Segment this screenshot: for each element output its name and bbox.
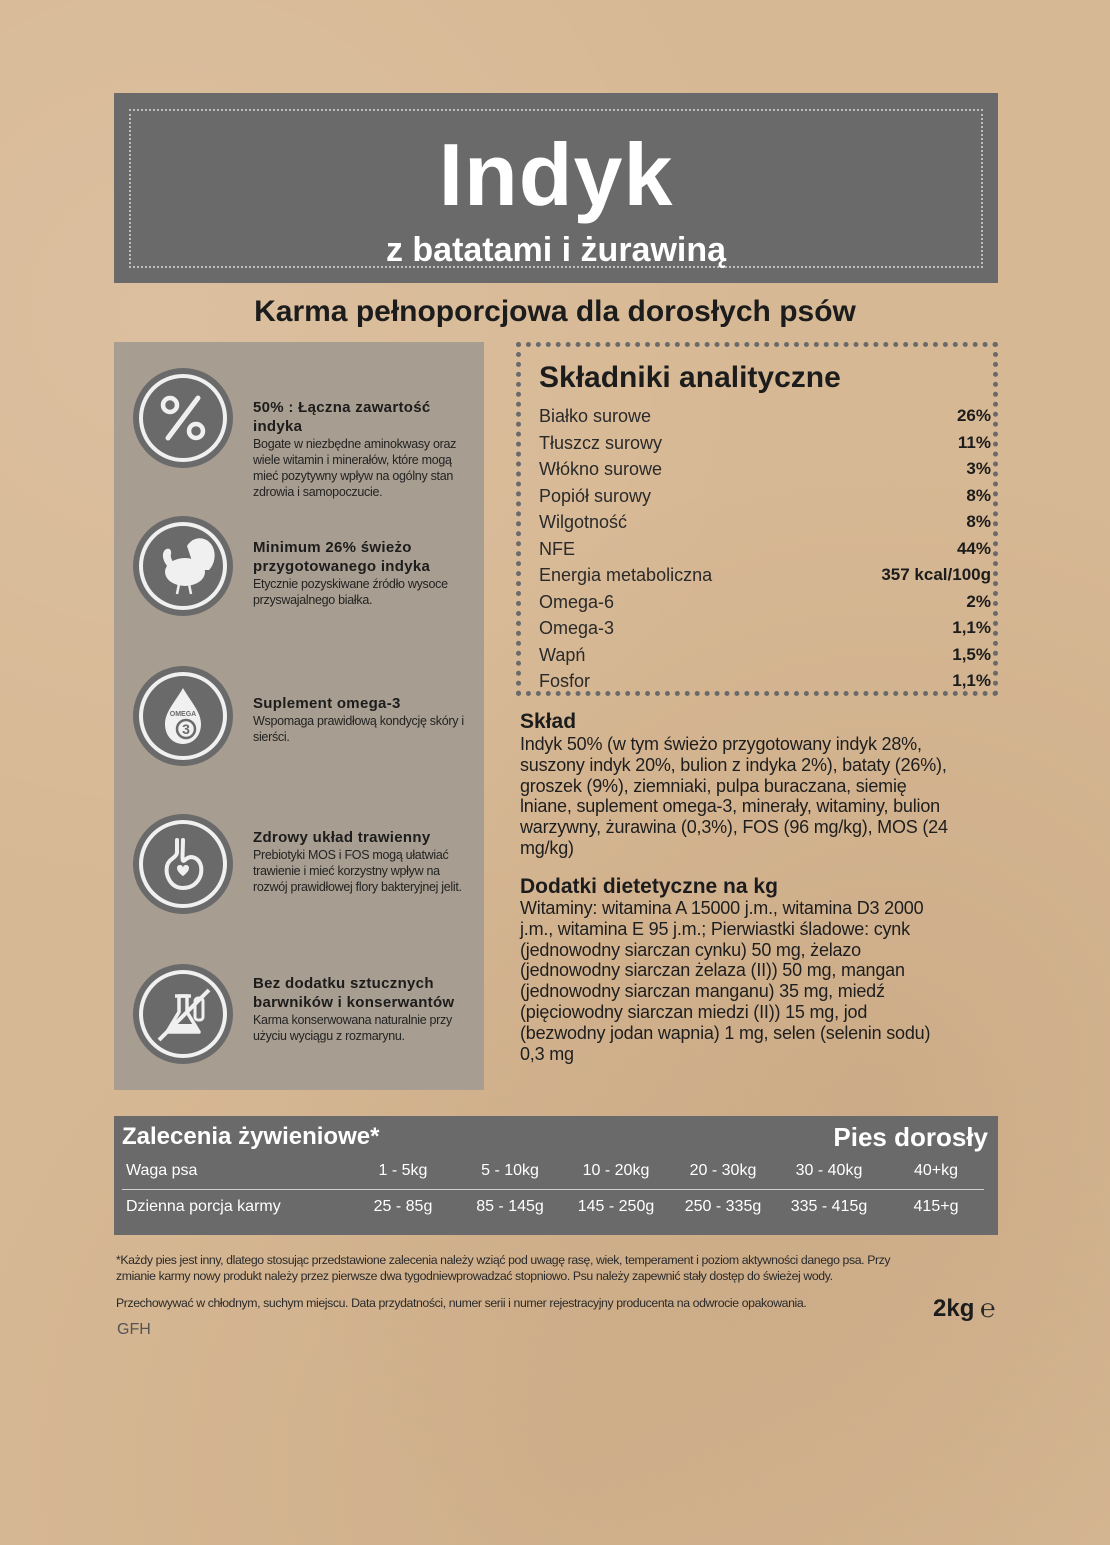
feeding-table (114, 1116, 998, 1235)
benefit-title: Bez dodatku sztucznych barwników i konserwantów (253, 975, 455, 1011)
additives-line: 0,3 mg (520, 1043, 574, 1064)
benefits-panel (114, 342, 484, 1090)
analytic-name: Wilgotność (539, 512, 628, 532)
weight-cell: 10 - 20kg (582, 1162, 650, 1179)
net-weight: 2kg (933, 1295, 975, 1322)
composition-text (520, 734, 996, 859)
benefit-title: Minimum 26% świeżo przygotowanego indyka (253, 539, 431, 575)
analytic-row (539, 642, 991, 668)
storage-note: Przechowywać w chłodnym, suchym miejscu. Data przydatności, numer serii i numer rejestracyjny producenta na odwrocie opakowania. (116, 1296, 807, 1310)
analytic-value: 8% (966, 512, 991, 531)
benefit-description: Karma konserwowana naturalnie przy użyciu wyciągu z rozmarynu. (253, 1013, 452, 1043)
analytic-value: 1,5% (952, 644, 991, 664)
analytic-title: Składniki analityczne (539, 361, 841, 394)
analytic-row (539, 403, 991, 429)
portion-cell: 415+g (913, 1198, 959, 1215)
additives-text (520, 898, 996, 1064)
analytic-row (539, 668, 991, 694)
analytic-row (539, 456, 991, 482)
estimated-sign-icon: ℮ (980, 1294, 996, 1324)
composition-title: Skład (520, 710, 577, 733)
analytical-constituents-box (516, 342, 998, 696)
additives-line: (jednowodny siarczan cynku) 50 mg, żelazo (520, 939, 861, 960)
no-chemicals-icon (133, 964, 233, 1064)
analytic-value: 8% (966, 485, 991, 505)
analytic-value: 3% (966, 459, 991, 478)
analytic-row (539, 430, 991, 456)
additives-title: Dodatki dietetyczne na kg (520, 875, 778, 898)
footnote-line: *Każdy pies jest inny, dlatego stosując przedstawione zalecenia należy wziąć pod uwagę rasę, wiek, temperament i poziom aktywności danego psa. Przy (116, 1253, 891, 1267)
analytic-name: Włókno surowe (539, 459, 663, 479)
benefit-description: Wspomaga prawidłową kondycję skóry i sierści. (253, 714, 464, 744)
weight-cell: 40+kg (913, 1162, 959, 1179)
additives-line: (pięciowodny siarczan miedzi (II)) 15 mg, jod (520, 1001, 868, 1022)
benefit-description: Prebiotyki MOS i FOS mogą ułatwiać trawienie i mieć korzystny wpływ na rozwój prawidłowej flory bakteryjnej jelit. (253, 848, 462, 894)
additives-line: (jednowodny siarczan żelaza (II)) 50 mg, mangan (520, 960, 905, 981)
benefit-title: Zdrowy układ trawienny (253, 829, 431, 846)
product-subtitle: z batatami i żurawiną (385, 231, 727, 269)
benefit-description: Etycznie pozyskiwane źródło wysoce przyswajalnego białka. (253, 577, 448, 607)
analytic-value: 11% (957, 432, 991, 452)
analytic-name: Omega-6 (539, 591, 615, 612)
analytic-row (539, 562, 991, 588)
analytic-name: Białko surowe (539, 406, 652, 426)
analytic-name: Wapń (539, 644, 586, 665)
analytic-name: Fosfor (539, 671, 591, 691)
analytic-row (539, 483, 991, 509)
analytic-name: Tłuszcz surowy (539, 432, 663, 453)
analytic-row (539, 509, 991, 535)
composition-line: warzywny, żurawina (0,3%), FOS (96 mg/kg), MOS (24 (520, 817, 948, 838)
turkey-icon (133, 516, 233, 616)
benefit-item (114, 964, 484, 1074)
weight-cell: 20 - 30kg (689, 1162, 757, 1179)
portion-cell: 335 - 415g (790, 1198, 868, 1215)
header-banner (114, 93, 998, 283)
percent-icon (133, 368, 233, 468)
portion-cell: 145 - 250g (577, 1198, 655, 1215)
weight-cell: 1 - 5kg (378, 1162, 428, 1179)
analytic-value: 1,1% (952, 618, 991, 637)
additives-line: j.m., witamina E 95 j.m.; Pierwiastki śladowe: cynk (520, 918, 910, 939)
benefit-item (114, 666, 484, 776)
composition-line: Indyk 50% (w tym świeżo przygotowany indyk 28%, (520, 734, 922, 754)
omega-label: OMEGA (169, 711, 197, 718)
benefit-item (114, 368, 484, 499)
benefit-description: Bogate w niezbędne aminokwasy oraz wiele witamin i minerałów, które mogą mieć pozytywny wpływ na ogólny stan zdrowia i samopoczucie. (253, 437, 457, 499)
header-dotted-frame (129, 109, 983, 268)
footnote-line: zmianie karmy nowy produkt należy przez pierwsze dwa tygodniewprowadzać stopniowo. Psu należy zapewnić stały dostęp do świeżej wody. (116, 1269, 833, 1283)
analytic-row (539, 589, 991, 615)
composition-line: suszony indyk 20%, bulion z indyka 2%), bataty (26%), (520, 754, 947, 775)
composition-line: mg/kg) (520, 837, 574, 858)
weight-label: Waga psa (126, 1162, 198, 1179)
composition-line: lniane, suplement omega-3, minerały, witaminy, bulion (520, 796, 940, 817)
analytic-row (539, 536, 991, 562)
additives-line: Witaminy: witamina A 15000 j.m., witamina D3 2000 (520, 898, 924, 918)
analytic-value: 1,1% (952, 671, 991, 690)
analytic-name: Omega-3 (539, 618, 615, 638)
analytic-row (539, 615, 991, 641)
portion-cell: 25 - 85g (373, 1198, 433, 1215)
weight-cell: 5 - 10kg (481, 1162, 539, 1179)
additives-line: (bezwodny jodan wapnia) 1 mg, selen (selenin sodu) (520, 1022, 931, 1043)
analytic-name: Energia metaboliczna (539, 565, 713, 585)
analytic-value: 26% (956, 406, 991, 425)
omega-3-drop-icon (133, 666, 233, 766)
analytic-name: NFE (539, 538, 575, 559)
portion-cell: 85 - 145g (476, 1198, 544, 1215)
analytic-value: 357 kcal/100g (881, 565, 991, 584)
additives-line: (jednowodny siarczan manganu) 35 mg, miedź (520, 981, 885, 1002)
product-code: GFH (117, 1321, 151, 1338)
composition-line: groszek (9%), ziemniaki, pulpa buraczana, siemię (520, 775, 907, 796)
product-title: Indyk (438, 125, 674, 224)
analytic-value: 2% (966, 591, 991, 611)
omega-number: 3 (182, 721, 190, 737)
feeding-subtitle: Pies dorosły (833, 1122, 988, 1152)
benefit-item (114, 516, 484, 626)
benefit-title: Suplement omega-3 (253, 695, 401, 712)
analytic-value: 44% (956, 538, 991, 558)
weight-cell: 30 - 40kg (795, 1162, 863, 1179)
benefit-item (114, 814, 484, 924)
product-tagline: Karma pełnoporcjowa dla dorosłych psów (254, 295, 856, 328)
benefit-title: 50% : Łączna zawartość indyka (253, 399, 431, 435)
feeding-footnote (116, 1252, 996, 1284)
portion-cell: 250 - 335g (684, 1198, 762, 1215)
portion-label: Dzienna porcja karmy (126, 1198, 281, 1215)
analytic-name: Popiół surowy (539, 485, 652, 506)
feeding-divider (122, 1189, 984, 1190)
stomach-icon (133, 814, 233, 914)
feeding-title: Zalecenia żywieniowe* (122, 1123, 380, 1150)
